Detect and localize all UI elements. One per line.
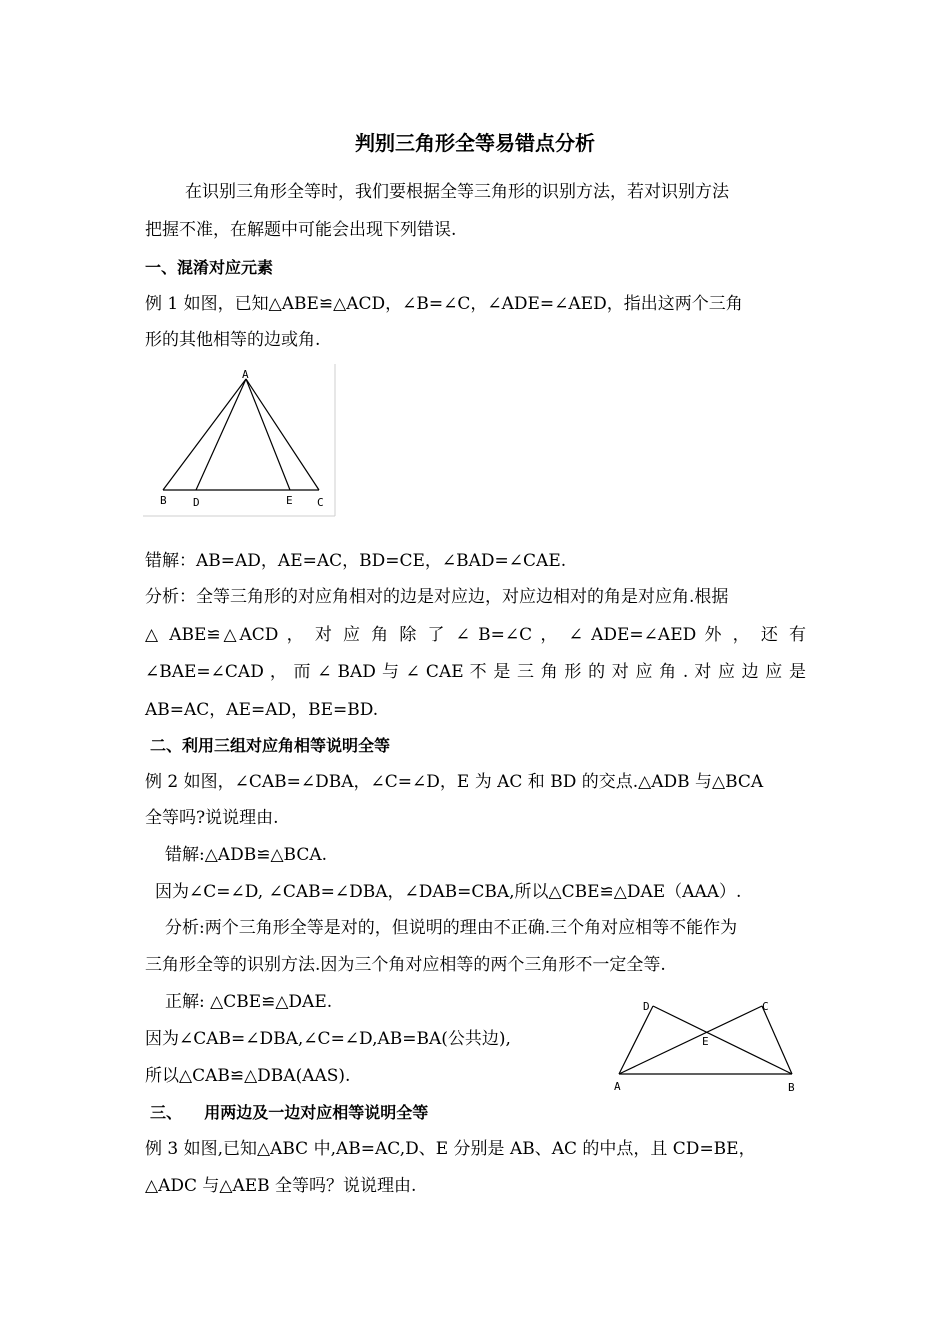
label-C: C [762, 1000, 769, 1013]
section2-because: 因为∠C=∠D, ∠CAB=∠DBA，∠DAB=CBA,所以△CBE≌△DAE（AAA）. [155, 882, 742, 902]
section2-heading: 二、利用三组对应角相等说明全等 [150, 736, 391, 755]
section1-analysis-line-3: ∠BAE=∠CAD ， 而 ∠ BAD 与 ∠ CAE 不 是 三 角 形 的 对 应 角 . 对 应 边 应 是 [145, 662, 806, 682]
section1-analysis-line-1: 分析：全等三角形的对应角相对的边是对应边，对应边相对的角是对应角.根据 [145, 587, 729, 607]
segment-AC [246, 379, 319, 490]
label-C: C [317, 496, 324, 509]
section1-heading: 一、混淆对应元素 [145, 258, 274, 277]
label-A: A [242, 368, 249, 381]
example3-line-2: △ADC 与△AEB 全等吗？说说理由. [145, 1176, 417, 1196]
label-B: B [788, 1081, 795, 1094]
section2-wrong-solution: 错解:△ADB≌△BCA. [165, 845, 328, 865]
example2-line-1: 例 2 如图，∠CAB=∠DBA，∠C=∠D，E 为 AC 和 BD 的交点.△ADB 与△BCA [145, 772, 764, 792]
figure-1-triangle [143, 364, 337, 518]
example2-line-2: 全等吗?说说理由. [145, 808, 279, 828]
example1-line-1: 例 1 如图，已知△ABE≌△ACD，∠B=∠C，∠ADE=∠AED，指出这两个三角 [145, 294, 743, 314]
page-title: 判别三角形全等易错点分析 [355, 131, 595, 155]
section3-heading: 三、 用两边及一边对应相等说明全等 [150, 1103, 429, 1122]
figure-2-quadrilateral [608, 994, 808, 1096]
section2-reason-2: 所以△CAB≌△DBA(AAS). [145, 1066, 351, 1086]
example1-line-2: 形的其他相等的边或角. [145, 330, 321, 350]
label-E: E [286, 494, 293, 507]
label-A: A [614, 1080, 621, 1093]
intro-line-2: 把握不准，在解题中可能会出现下列错误. [145, 220, 457, 240]
segment-BD [653, 1006, 792, 1074]
segment-AC [619, 1006, 762, 1074]
section2-reason-1: 因为∠CAB=∠DBA,∠C=∠D,AB=BA(公共边), [145, 1029, 511, 1049]
label-D: D [193, 496, 200, 509]
label-E: E [702, 1035, 709, 1048]
segment-BC [762, 1006, 792, 1074]
section2-analysis-line-2: 三角形全等的识别方法.因为三个角对应相等的两个三角形不一定全等. [145, 955, 666, 975]
label-B: B [160, 494, 167, 507]
section1-analysis-line-4: AB=AC，AE=AD，BE=BD. [145, 700, 379, 720]
segment-AB [163, 379, 246, 490]
segment-AD [619, 1006, 653, 1074]
segment-AE [246, 379, 290, 490]
intro-line-1: 在识别三角形全等时，我们要根据全等三角形的识别方法，若对识别方法 [185, 182, 729, 202]
label-D: D [643, 1000, 650, 1013]
section1-wrong-solution: 错解：AB=AD，AE=AC，BD=CE，∠BAD=∠CAE. [145, 551, 567, 571]
segment-AD [196, 379, 246, 490]
section2-analysis-line-1: 分析:两个三角形全等是对的，但说明的理由不正确.三个角对应相等不能作为 [165, 918, 738, 938]
example3-line-1: 例 3 如图,已知△ABC 中,AB=AC,D、E 分别是 AB、AC 的中点，且 CD=BE， [145, 1139, 756, 1159]
section1-analysis-line-2: △ ABE≌△ACD ， 对 应 角 除 了 ∠ B=∠C ， ∠ ADE=∠AED 外 ， 还 有 [145, 625, 806, 645]
section2-correct-solution: 正解: △CBE≌△DAE. [165, 992, 333, 1012]
